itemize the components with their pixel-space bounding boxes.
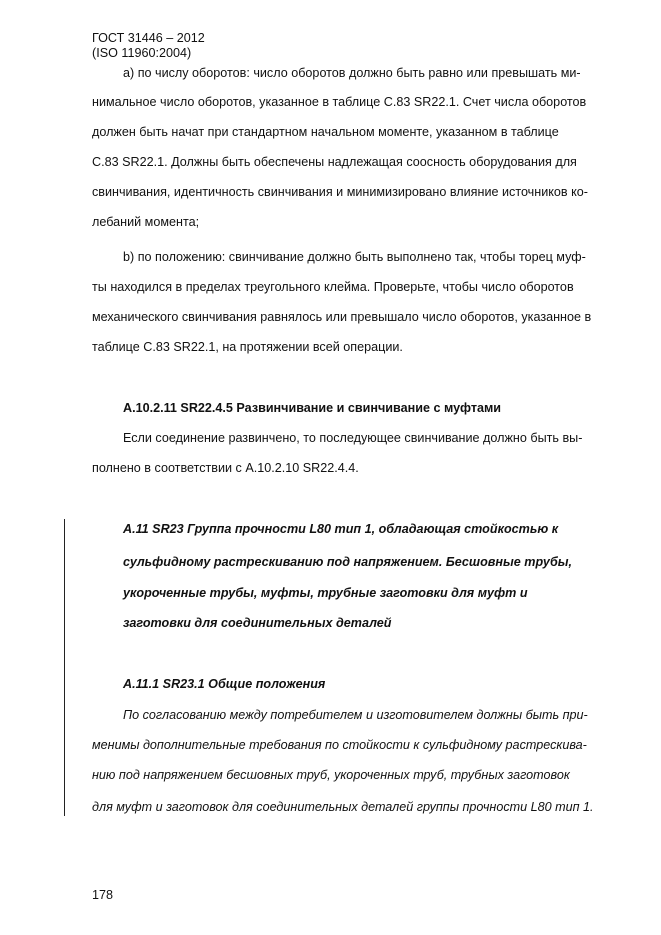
text-line: b) по положению: свинчивание должно быть выполнено так, чтобы торец муф-: [123, 250, 586, 264]
change-bar: [64, 519, 65, 816]
page-number: 178: [92, 888, 114, 902]
section-heading-line: укороченные трубы, муфты, трубные заготовки для муфт и: [123, 586, 528, 600]
text-line: Если соединение развинчено, то последующее свинчивание должно быть вы-: [123, 431, 583, 445]
section-heading-line: заготовки для соединительных деталей: [123, 616, 392, 630]
text-line: таблице С.83 SR22.1, на протяжении всей операции.: [92, 340, 403, 354]
text-line: менимы дополнительные требования по стойкости к сульфидному растрескива-: [92, 738, 587, 752]
text-line: нию под напряжением бесшовных труб, укороченных труб, трубных заготовок: [92, 768, 570, 782]
text-line: a) по числу оборотов: число оборотов должно быть равно или превышать ми-: [123, 66, 581, 80]
text-line: для муфт и заготовок для соединительных деталей группы прочности L80 тип 1.: [92, 800, 594, 814]
text-line: свинчивания, идентичность свинчивания и минимизировано влияние источников ко-: [92, 185, 588, 199]
text-line: должен быть начат при стандартном начальном моменте, указанном в таблице: [92, 125, 559, 139]
iso-reference: (ISO 11960:2004): [92, 46, 192, 60]
text-line: нимальное число оборотов, указанное в таблице С.83 SR22.1. Счет числа оборотов: [92, 95, 587, 109]
standard-number: ГОСТ 31446 – 2012: [92, 31, 205, 45]
subsection-heading: А.11.1 SR23.1 Общие положения: [123, 677, 326, 691]
text-line: С.83 SR22.1. Должны быть обеспечены надлежащая соосность оборудования для: [92, 155, 577, 169]
text-line: ты находился в пределах треугольного клейма. Проверьте, чтобы число оборотов: [92, 280, 574, 294]
section-heading: А.10.2.11 SR22.4.5 Развинчивание и свинчивание с муфтами: [123, 401, 502, 415]
text-line: механического свинчивания равнялось или превышало число оборотов, указанное в: [92, 310, 592, 324]
text-line: лебаний момента;: [92, 215, 200, 229]
text-line: По согласованию между потребителем и изготовителем должны быть при-: [123, 708, 588, 722]
section-heading-line: А.11 SR23 Группа прочности L80 тип 1, обладающая стойкостью к: [123, 522, 559, 536]
section-heading-line: сульфидному растрескиванию под напряжением. Бесшовные трубы,: [123, 555, 573, 569]
text-line: полнено в соответствии с А.10.2.10 SR22.4.4.: [92, 461, 359, 475]
